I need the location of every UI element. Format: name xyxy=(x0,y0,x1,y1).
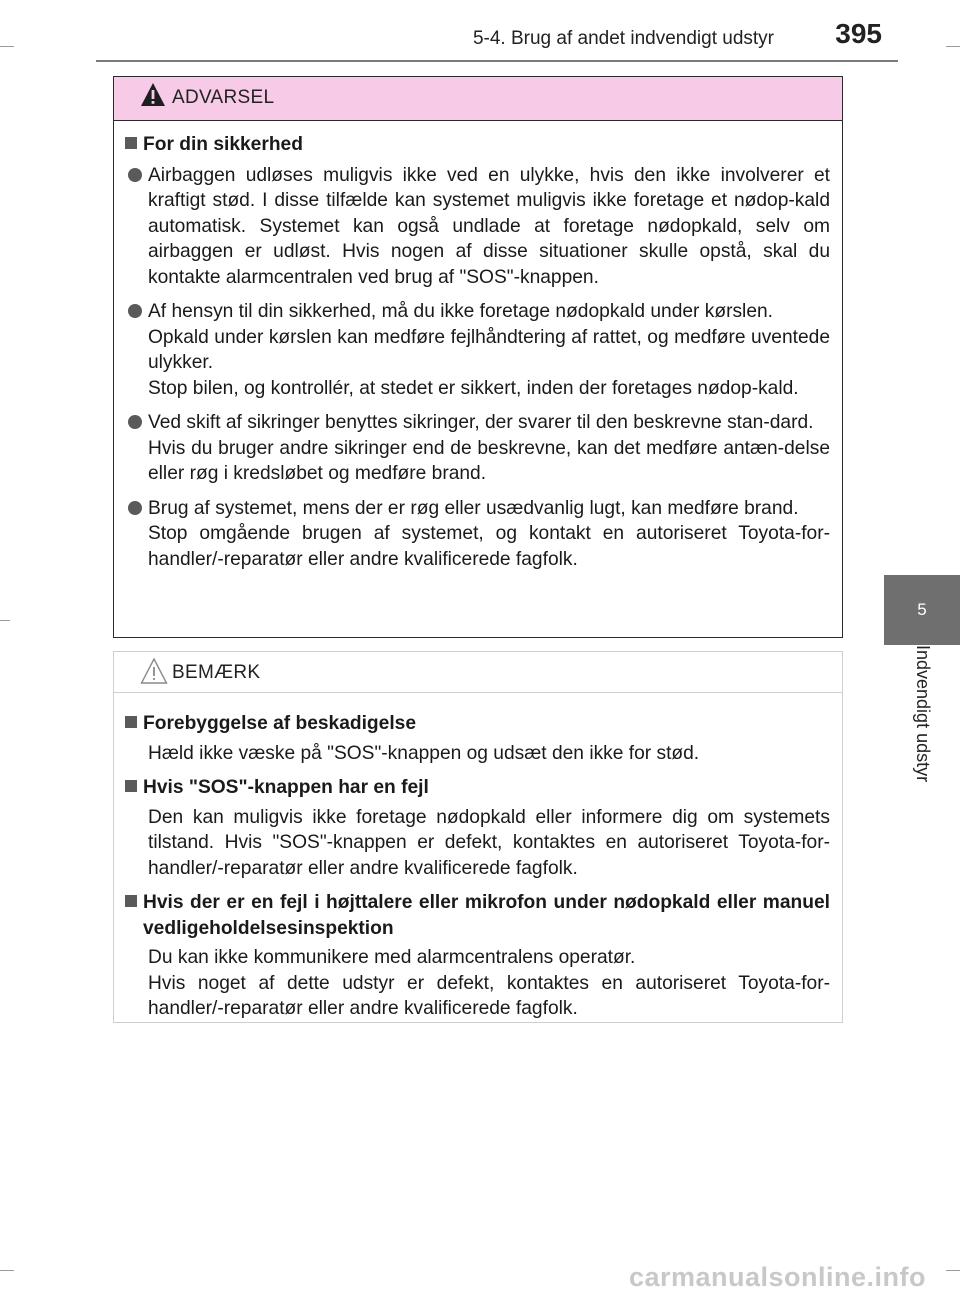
warning-title-bar xyxy=(114,77,842,121)
page-header xyxy=(0,0,960,62)
header-rule xyxy=(96,60,898,62)
warning-heading xyxy=(124,132,830,158)
caution-triangle-outline-icon xyxy=(140,657,168,685)
note-box xyxy=(113,651,843,1023)
round-bullet-icon xyxy=(128,501,142,515)
warning-box xyxy=(113,76,843,638)
bullet-line: Airbaggen udløses muligvis ikke ved en ulykke, hvis den ikke involverer et kraftigt stød. I disse tilfælde kan systemet muligvis ikke foretage et nødop-kald automatisk. Systemet kan også undlade at foretage nødopkald, selv om airbaggen er udløst. Hvis nogen af disse situationer skulle opstå, skal du kontakte alarmcentralen ved brug af "SOS"-knappen. xyxy=(148,164,830,288)
note-heading xyxy=(124,775,830,801)
warning-heading-text: For din sikkerhed xyxy=(143,134,303,155)
note-title-bar xyxy=(114,652,842,693)
bullet-line: Hvis du bruger andre sikringer end de beskrevne, kan det medføre antæn-delse eller røg i kredsløbet og medføre brand. xyxy=(148,437,830,484)
section-title: 5-4. Brug af andet indvendigt udstyr xyxy=(472,28,774,49)
note-title: BEMÆRK xyxy=(172,662,261,683)
note-paragraph: Den kan muligvis ikke foretage nødopkald eller informere dig om systemets tilstand. Hvis "SOS"-knappen er defekt, kontaktes en autoriseret Toyota-for-handler/-reparatør eller andre kvalificerede fagfolk. xyxy=(148,806,830,879)
warning-title: ADVARSEL xyxy=(172,87,275,108)
crop-mark xyxy=(946,1270,960,1271)
bullet-line: Opkald under kørslen kan medføre fejlhåndtering af rattet, og medføre uventede ulykker. xyxy=(148,326,830,373)
warning-bullet xyxy=(124,299,830,401)
crop-mark xyxy=(0,620,10,621)
round-bullet-icon xyxy=(128,168,142,182)
note-paragraph: Hæld ikke væske på "SOS"-knappen og udsæt den ikke for stød. xyxy=(148,742,700,764)
bullet-line: Ved skift af sikringer benyttes sikringer, der svarer til den beskrevne stan-dard. xyxy=(148,412,814,433)
bullet-line: Af hensyn til din sikkerhed, må du ikke foretage nødopkald under kørslen. xyxy=(148,301,773,322)
chapter-label-area xyxy=(884,645,960,845)
note-heading-text: Hvis "SOS"-knappen har en fejl xyxy=(143,777,429,798)
bullet-line: Brug af systemet, mens der er røg eller usædvanlig lugt, kan medføre brand. xyxy=(148,497,799,519)
watermark: carmanualsonline.info xyxy=(628,1262,926,1292)
square-bullet-icon xyxy=(125,716,137,728)
note-line: Du kan ikke kommunikere med alarmcentralens operatør. xyxy=(148,947,636,968)
note-paragraph xyxy=(124,945,830,1022)
square-bullet-icon xyxy=(125,137,137,149)
chapter-label: Indvendigt udstyr xyxy=(913,645,933,783)
note-heading-text: Forebyggelse af beskadigelse xyxy=(143,713,417,734)
note-heading xyxy=(124,711,830,737)
bullet-line: Stop bilen, og kontrollér, at stedet er sikkert, inden der foretages nødop-kald. xyxy=(148,377,799,399)
page-number: 395 xyxy=(835,18,882,49)
warning-bullet xyxy=(124,163,830,291)
round-bullet-icon xyxy=(128,415,142,429)
chapter-tab xyxy=(884,575,960,645)
note-line: Hvis noget af dette udstyr er defekt, kontaktes en autoriseret Toyota-for-handler/-reparatør eller andre kvalificerede fagfolk. xyxy=(148,972,830,1019)
note-content xyxy=(114,693,842,1022)
note-heading xyxy=(124,890,830,941)
warning-bullet xyxy=(124,496,830,573)
note-heading-text: Hvis der er en fejl i højttalere eller mikrofon under nødopkald eller manuel vedligeholdelsesinspektion xyxy=(143,892,830,939)
round-bullet-icon xyxy=(128,304,142,318)
square-bullet-icon xyxy=(125,780,137,792)
warning-triangle-icon xyxy=(140,82,166,108)
bullet-line: Stop omgående brugen af systemet, og kontakt en autoriseret Toyota-for-handler/-reparatør eller andre kvalificerede fagfolk. xyxy=(148,523,830,570)
square-bullet-icon xyxy=(125,895,137,907)
warning-bullet xyxy=(124,410,830,487)
chapter-number: 5 xyxy=(917,600,927,619)
warning-content xyxy=(114,121,842,572)
crop-mark xyxy=(0,1270,14,1271)
